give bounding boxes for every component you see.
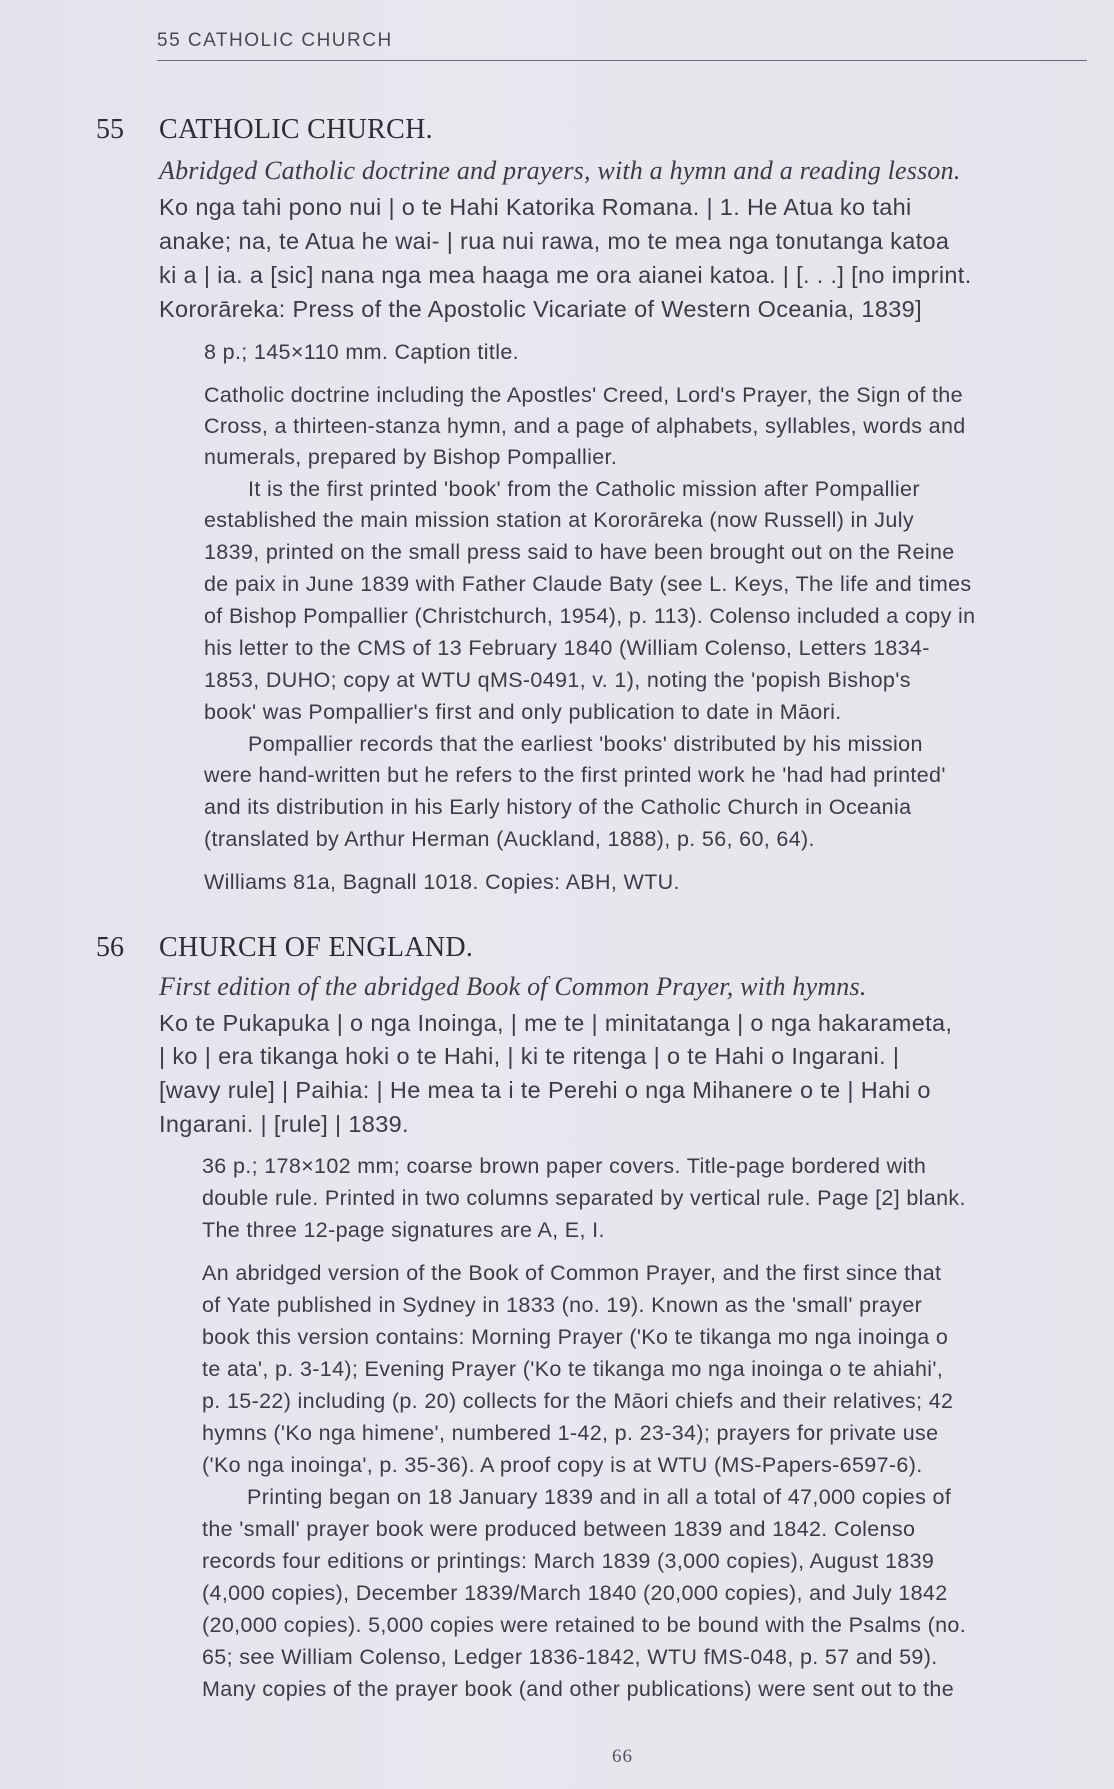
entry-55-para2-line: It is the first printed 'book' from the Catholic mission after Pompallier: [248, 477, 920, 501]
entry-55-transcription-line: Ko nga tahi pono nui | o te Hahi Katorika Romana. | 1. He Atua ko tahi: [159, 194, 912, 220]
running-head: 55 CATHOLIC CHURCH: [157, 30, 393, 51]
entry-56-para2-line: records four editions or printings: March 1839 (3,000 copies), August 1839: [202, 1549, 935, 1573]
entry-56-para1-line: book this version contains: Morning Prayer ('Ko te tikanga mo nga inoinga o: [202, 1325, 949, 1349]
entry-55-references: Williams 81a, Bagnall 1018. Copies: ABH, WTU.: [204, 870, 680, 894]
entry-55-para1-line: Cross, a thirteen-stanza hymn, and a page of alphabets, syllables, words and: [204, 414, 966, 438]
entry-56-para2-line: (20,000 copies). 5,000 copies were retained to be bound with the Psalms (no.: [202, 1613, 967, 1637]
entry-56-transcription-line: Ingarani. | [rule] | 1839.: [159, 1111, 409, 1137]
entry-56-para2-line: (4,000 copies), December 1839/March 1840 (20,000 copies), and July 1842: [202, 1581, 948, 1605]
entry-56-para2-line: Printing began on 18 January 1839 and in all a total of 47,000 copies of: [247, 1485, 952, 1509]
entry-56-collation-line: 36 p.; 178×102 mm; coarse brown paper covers. Title-page bordered with: [202, 1154, 927, 1178]
entry-56-subtitle: First edition of the abridged Book of Common Prayer, with hymns.: [159, 972, 867, 1001]
page-number: 66: [612, 1746, 633, 1767]
entry-56-para1-line: of Yate published in Sydney in 1833 (no. 19). Known as the 'small' prayer: [202, 1293, 923, 1317]
entry-55-number: 55: [96, 114, 124, 145]
entry-56-para1-line: te ata', p. 3-14); Evening Prayer ('Ko te tikanga mo nga inoinga o te ahiahi',: [202, 1357, 944, 1381]
entry-55-para3-line: (translated by Arthur Herman (Auckland, 1888), p. 56, 60, 64).: [204, 827, 815, 851]
entry-56-transcription-line: [wavy rule] | Paihia: | He mea ta i te Perehi o nga Mihanere o te | Hahi o: [159, 1077, 931, 1103]
entry-56-para1-line: An abridged version of the Book of Common Prayer, and the first since that: [202, 1261, 942, 1285]
entry-56-transcription-line: | ko | era tikanga hoki o te Hahi, | ki te ritenga | o te Hahi o Ingarani. |: [159, 1043, 900, 1069]
entry-55-para2-line: established the main mission station at Kororāreka (now Russell) in July: [204, 508, 914, 532]
header-rule: [157, 60, 1087, 61]
entry-56-para1-line: p. 15-22) including (p. 20) collects for the Māori chiefs and their relatives; 42: [202, 1389, 954, 1413]
entry-56-para2-line: 65; see William Colenso, Ledger 1836-1842, WTU fMS-048, p. 57 and 59).: [202, 1645, 938, 1669]
entry-55-transcription-line: anake; na, te Atua he wai- | rua nui rawa, mo te mea nga tonutanga katoa: [159, 228, 950, 254]
entry-56-title: CHURCH OF ENGLAND.: [159, 932, 474, 963]
entry-55-para1-line: Catholic doctrine including the Apostles' Creed, Lord's Prayer, the Sign of the: [204, 383, 963, 407]
entry-55-para3-line: and its distribution in his Early history of the Catholic Church in Oceania: [204, 795, 912, 819]
entry-55-para3-line: Pompallier records that the earliest 'books' distributed by his mission: [248, 732, 923, 756]
entry-55-transcription-line: Kororāreka: Press of the Apostolic Vicariate of Western Oceania, 1839]: [159, 296, 922, 322]
entry-55-para2-line: 1853, DUHO; copy at WTU qMS-0491, v. 1), noting the 'popish Bishop's: [204, 668, 911, 692]
entry-55-title: CATHOLIC CHURCH.: [159, 114, 433, 145]
entry-56-para1-line: hymns ('Ko nga himene', numbered 1-42, p. 23-34); prayers for private use: [202, 1421, 939, 1445]
entry-56-transcription-line: Ko te Pukapuka | o nga Inoinga, | me te | minitatanga | o nga hakarameta,: [159, 1010, 953, 1036]
entry-56-collation-line: The three 12-page signatures are A, E, I.: [202, 1218, 605, 1242]
entry-55-subtitle: Abridged Catholic doctrine and prayers, with a hymn and a reading lesson.: [159, 156, 961, 185]
entry-56-para1-line: ('Ko nga inoinga', p. 35-36). A proof copy is at WTU (MS-Papers-6597-6).: [202, 1453, 923, 1477]
entry-55-para2-line: 1839, printed on the small press said to have been brought out on the Reine: [204, 540, 955, 564]
entry-55-para2-line: his letter to the CMS of 13 February 1840 (William Colenso, Letters 1834-: [204, 636, 930, 660]
entry-55-para3-line: were hand-written but he refers to the first printed work he 'had had printed': [204, 763, 946, 787]
entry-55-para2-line: de paix in June 1839 with Father Claude Baty (see L. Keys, The life and times: [204, 572, 972, 596]
entry-56-number: 56: [96, 932, 124, 963]
entry-55-para2-line: book' was Pompallier's first and only publication to date in Māori.: [204, 700, 842, 724]
entry-56-collation-line: double rule. Printed in two columns separated by vertical rule. Page [2] blank.: [202, 1186, 966, 1210]
entry-55-para1-line: numerals, prepared by Bishop Pompallier.: [204, 445, 618, 469]
entry-55-collation: 8 p.; 145×110 mm. Caption title.: [204, 340, 519, 364]
entry-56-para2-line: the 'small' prayer book were produced between 1839 and 1842. Colenso: [202, 1517, 916, 1541]
entry-55-para2-line: of Bishop Pompallier (Christchurch, 1954), p. 113). Colenso included a copy in: [204, 604, 976, 628]
entry-56-para2-line: Many copies of the prayer book (and other publications) were sent out to the: [202, 1677, 955, 1701]
entry-55-transcription-line: ki a | ia. a [sic] nana nga mea haaga me ora aianei katoa. | [. . .] [no imprint.: [159, 262, 972, 288]
